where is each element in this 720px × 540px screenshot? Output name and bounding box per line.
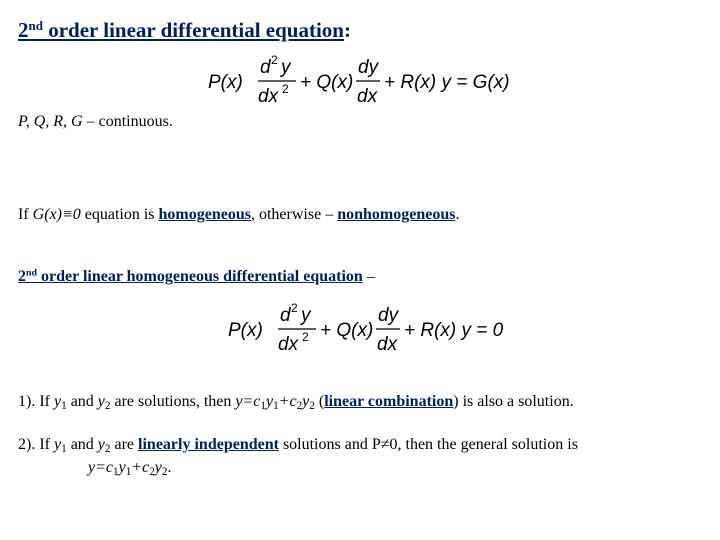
text-mid: equation is [80, 206, 159, 223]
item1-c1: 1 [260, 399, 266, 412]
text-end: . [455, 206, 460, 223]
item2-c1: 1 [113, 465, 119, 478]
item1-sy2: 2 [309, 399, 315, 412]
eq1-denominator-exp: 2 [282, 82, 289, 96]
property-2 [18, 436, 578, 455]
general-solution [88, 459, 172, 478]
item1-y1b: y [265, 393, 274, 410]
eq1-P: P(x) [208, 72, 243, 93]
property-1 [18, 393, 574, 412]
item2-c2: 2 [149, 465, 155, 478]
eq2-exp: 2 [291, 301, 298, 315]
item1-close: ) is also a solution. [453, 393, 574, 410]
item1-y2b: y [302, 393, 310, 410]
eq1-numerator-d: d [260, 57, 271, 78]
item2-y1b: y [118, 459, 126, 476]
eq2-dx: dx [377, 334, 398, 355]
coefficient-list: P, Q, R, G [18, 113, 83, 130]
item1-plus: +c [278, 393, 297, 410]
linearly-independent-link[interactable]: linearly independent [138, 436, 279, 453]
title-text: order linear differential equation [42, 18, 344, 43]
homogeneous-equation [228, 300, 528, 358]
item1-and: and [66, 393, 98, 410]
item1-y2: y [97, 393, 105, 410]
eq2-dy: dy [378, 305, 399, 326]
condition: G(x)≡0 [32, 206, 81, 223]
item1-open: ( [314, 393, 325, 410]
eq1-numerator-y: y [281, 57, 291, 78]
heading2-prefix: 2 [18, 268, 26, 286]
item2-and: and [66, 436, 98, 453]
eq2-Q: + Q(x) [320, 320, 374, 341]
item2-y2b: y [154, 459, 162, 476]
homogeneous-heading [18, 268, 375, 286]
eq1-exp: 2 [271, 53, 278, 67]
slide-title [18, 18, 351, 43]
eq2-rest: + R(x) y = 0 [404, 320, 504, 341]
item2-y1: y [53, 436, 62, 453]
item2-y2: y [97, 436, 105, 453]
text-if: If [18, 206, 33, 223]
item1-c2: 2 [296, 399, 303, 412]
item1-text: are solutions, then [110, 393, 236, 410]
eq2-numerator-d: d [280, 305, 291, 326]
title-prefix: 2 [18, 18, 29, 43]
item2-plus: +c [131, 459, 150, 476]
eq2-P: P(x) [228, 320, 263, 341]
linear-combination-link[interactable]: linear combination [324, 393, 454, 410]
heading2-superscript: nd [26, 268, 38, 279]
item1-sub1: 1 [61, 399, 67, 412]
item2-are: are [110, 436, 139, 453]
eq1-Q: + Q(x) [300, 72, 354, 93]
title-superscript: nd [28, 18, 43, 33]
eq2-denominator-exp: 2 [302, 330, 309, 344]
homogeneous-link[interactable]: homogeneous [158, 206, 251, 223]
eq1-denominator: dx [258, 86, 279, 107]
heading2-text: order linear homogeneous differential equation [37, 268, 363, 286]
eq2-denominator: dx [278, 334, 299, 355]
continuity-text: – continuous. [82, 113, 173, 130]
item2-num: 2). If [18, 436, 54, 453]
heading2-dash: – [362, 268, 375, 286]
item2-sub2: 2 [104, 442, 111, 455]
item1-num: 1). If [18, 393, 54, 410]
general-equation [208, 52, 528, 110]
eq1-dy: dy [358, 57, 379, 78]
item2-sy2: 2 [161, 465, 168, 478]
item2-gen-y: y=c [88, 459, 113, 476]
title-colon: : [343, 18, 351, 43]
item1-sy1: 1 [273, 399, 279, 412]
text-mid2: , otherwise – [250, 206, 338, 223]
item1-y1: y [53, 393, 62, 410]
item2-sy1: 1 [125, 465, 132, 478]
item2-text: solutions and P≠0, then the general solution is [278, 436, 578, 453]
item2-sub1: 1 [61, 442, 67, 455]
eq2-numerator-y: y [301, 305, 311, 326]
continuity-note [18, 113, 173, 131]
nonhomogeneous-link[interactable]: nonhomogeneous [337, 206, 456, 223]
eq1-rest: + R(x) y = G(x) [384, 72, 510, 93]
item2-end: . [167, 459, 172, 476]
eq1-dx: dx [357, 86, 378, 107]
item1-sub2: 2 [104, 399, 111, 412]
homogeneous-definition [18, 206, 459, 224]
item1-combo-y: y=c [235, 393, 261, 410]
